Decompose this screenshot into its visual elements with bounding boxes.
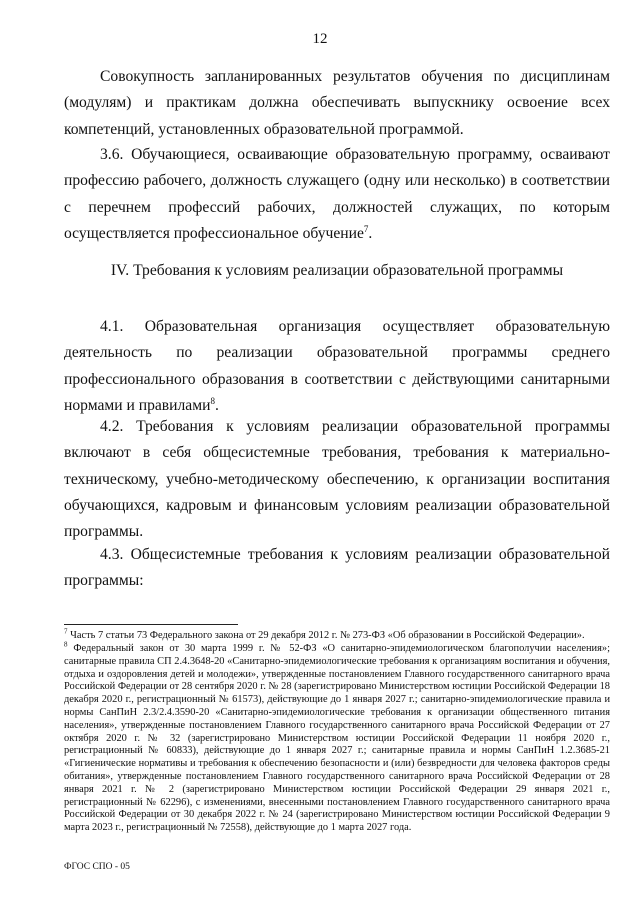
- paragraph-learning-outcomes: [64, 64, 610, 143]
- footnote-ref-7[interactable]: 7: [363, 223, 369, 234]
- page-footer: ФГОС СПО - 05: [64, 862, 130, 872]
- footnote-mark: 7: [64, 627, 68, 636]
- footnote-7: [64, 627, 610, 643]
- paragraph-text: 4.1. Образовательная организация осуществляет образовательную деятельность по реализации образовательной программы среднего профессионального образования в соответствии с действующими санитарными нормами и правилами: [64, 318, 610, 414]
- footnote-8: [64, 640, 610, 835]
- paragraph-4-2: [64, 414, 610, 545]
- footnote-ref-8[interactable]: 8: [210, 395, 215, 406]
- page-number: 12: [312, 31, 328, 47]
- footnote-mark: 8: [64, 640, 68, 649]
- section-heading-iv: IV. Требования к условиям реализации образовательной программы: [110, 262, 564, 279]
- paragraph-end: .: [368, 224, 373, 242]
- paragraph-text: Совокупность запланированных результатов обучения по дисциплинам (модулям) и практикам должна обеспечивать выпускнику освоение всех компетенций, установленных образовательной программой.: [64, 68, 610, 138]
- paragraph-text: 4.3. Общесистемные требования к условиям реализации образовательной программы:: [64, 546, 610, 590]
- paragraph-text: 4.2. Требования к условиям реализации образовательной программы включают в себя общесистемные требования, требования к материально-техническому, учебно-методическому обеспечению, к организации воспитания обучающихся, кадровым и финансовым условиям реализации образовательной программы.: [64, 418, 610, 541]
- footnote-text: Федеральный закон от 30 марта 1999 г. № 52-ФЗ «О санитарно-эпидемиологическом благополучии населения»; санитарные правила СП 2.4.3648-20 «Санитарно-эпидемиологические требования к организациям воспитания и обучения, отдыха и оздоровления детей и молодежи», утвержденные постановлением Главного государственного санитарного врача Российской Федерации от 28 сентября 2020 г. № 28 (зарегистрировано Министерством юстиции Российской Федерации 18 декабря 2020 г., регистрационный № 61573), действующие до 1 января 2027 г.; санитарно-эпидемиологические правила и нормы СанПиН 2.3/2.4.3590-20 «Санитарно-эпидемиологические требования к организации общественного питания населения», утвержденные постановлением Главного государственного санитарного врача Российской Федерации от 27 октября 2020 г. № 32 (зарегистрировано Министерством юстиции Российской Федерации 11 ноября 2020 г., регистрационный № 60833), действующие до 1 января 2027 г.; санитарные правила и нормы СанПиН 1.2.3685-21 «Гигиенические нормативы и требования к обеспечению безопасности и (или) безвредности для человека факторов среды обитания», утвержденные постановлением Главного государственного санитарного врача Российской Федерации от 28 января 2021 г. № 2 (зарегистрировано Министерством юстиции Российской Федерации 29 января 2021 г., регистрационный № 62296), с изменениями, внесенными постановлением Главного государственного санитарного врача Российской Федерации от 30 декабря 2022 г. № 24 (зарегистрировано Министерством юстиции Российской Федерации 9 марта 2023 г., регистрационный № 72558), действующие до 1 марта 2027 года.: [64, 643, 610, 834]
- footnote-text: Часть 7 статьи 73 Федерального закона от 29 декабря 2012 г. № 273-ФЗ «Об образовании в Российской Федерации».: [70, 630, 585, 641]
- paragraph-4-1: [64, 314, 610, 419]
- paragraph-end: .: [214, 396, 219, 414]
- paragraph-3-6: [64, 142, 610, 247]
- footnote-divider: [64, 624, 238, 625]
- paragraph-text: 3.6. Обучающиеся, осваивающие образовательную программу, осваивают профессию рабочего, должность служащего (одну или несколько) в соответствии с перечнем профессий рабочих, должностей служащих, по которым осуществляется профессиональное обучение: [64, 146, 610, 242]
- paragraph-4-3: [64, 542, 610, 595]
